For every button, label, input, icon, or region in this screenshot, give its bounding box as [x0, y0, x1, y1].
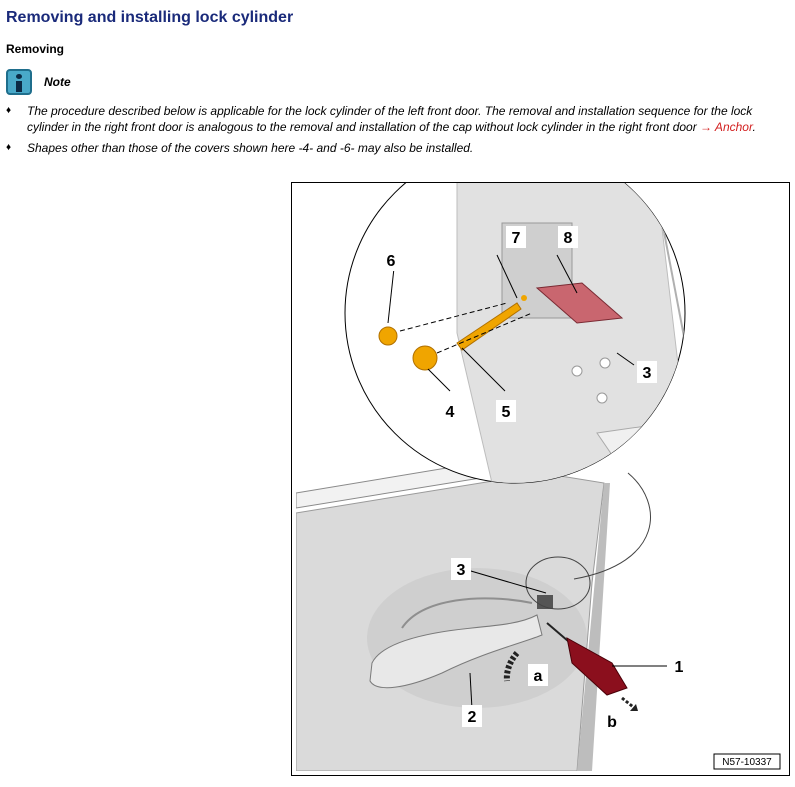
- bullet-text: Shapes other than those of the covers shown here -4- and -6- may also be installed.: [27, 141, 474, 155]
- callout-8: [558, 226, 578, 248]
- callout-number: 3: [642, 365, 652, 382]
- lock-cylinder-illustration: [291, 182, 790, 776]
- bullet-diamond-icon: ♦: [6, 105, 12, 116]
- callout-3-door: [451, 558, 471, 580]
- bullet-suffix: .: [752, 120, 756, 134]
- note-bullet-item: [6, 140, 791, 156]
- note-bullet-list: [6, 103, 791, 161]
- page-title: Removing and installing lock cylinder: [6, 9, 294, 26]
- callout-5: [496, 400, 516, 422]
- callout-number: 7: [511, 230, 521, 247]
- callout-number: 4: [445, 404, 455, 421]
- section-subtitle: Removing: [6, 42, 65, 56]
- zoom-hole: [572, 366, 582, 376]
- illustration-canvas: [292, 183, 789, 775]
- callout-7: [506, 226, 526, 248]
- note-bullet-item: [6, 103, 791, 135]
- bullet-text: The procedure described below is applicable for the lock cylinder of the left front door. The removal and installation sequence for the lock cylinder in the right front door is analogous to the removal and installation of the cap without lock cylinder in the right front door: [27, 104, 753, 134]
- zoom-hole: [597, 393, 607, 403]
- callout-4: [440, 400, 460, 422]
- callout-number: 8: [563, 230, 573, 247]
- callout-number: 1: [674, 659, 684, 676]
- callout-number: 3: [456, 562, 466, 579]
- callout-number: b: [607, 714, 617, 731]
- zoom-hole: [600, 358, 610, 368]
- callout-1: [669, 655, 689, 677]
- callout-6: [381, 249, 401, 271]
- bolt-tip: [521, 295, 527, 301]
- callout-2: [462, 705, 482, 727]
- callout-number: 6: [386, 253, 396, 270]
- callout-number: 2: [467, 709, 477, 726]
- info-icon-dot: [16, 74, 22, 79]
- figure-id-label: [714, 754, 780, 769]
- callout-3-zoom: [637, 361, 657, 383]
- figure-id-text: N57-10337: [722, 757, 772, 768]
- callout-number: a: [533, 668, 543, 685]
- cover-cap-4: [413, 346, 437, 370]
- anchor-link[interactable]: → Anchor: [700, 120, 753, 134]
- callout-number: 5: [501, 404, 511, 421]
- info-icon: [6, 69, 32, 95]
- bullet-diamond-icon: ♦: [6, 142, 12, 153]
- callout-b: [602, 710, 622, 732]
- cover-cap-6: [379, 327, 397, 345]
- info-icon-stem: [16, 81, 22, 92]
- note-label: Note: [44, 75, 71, 89]
- callout-a: [528, 664, 548, 686]
